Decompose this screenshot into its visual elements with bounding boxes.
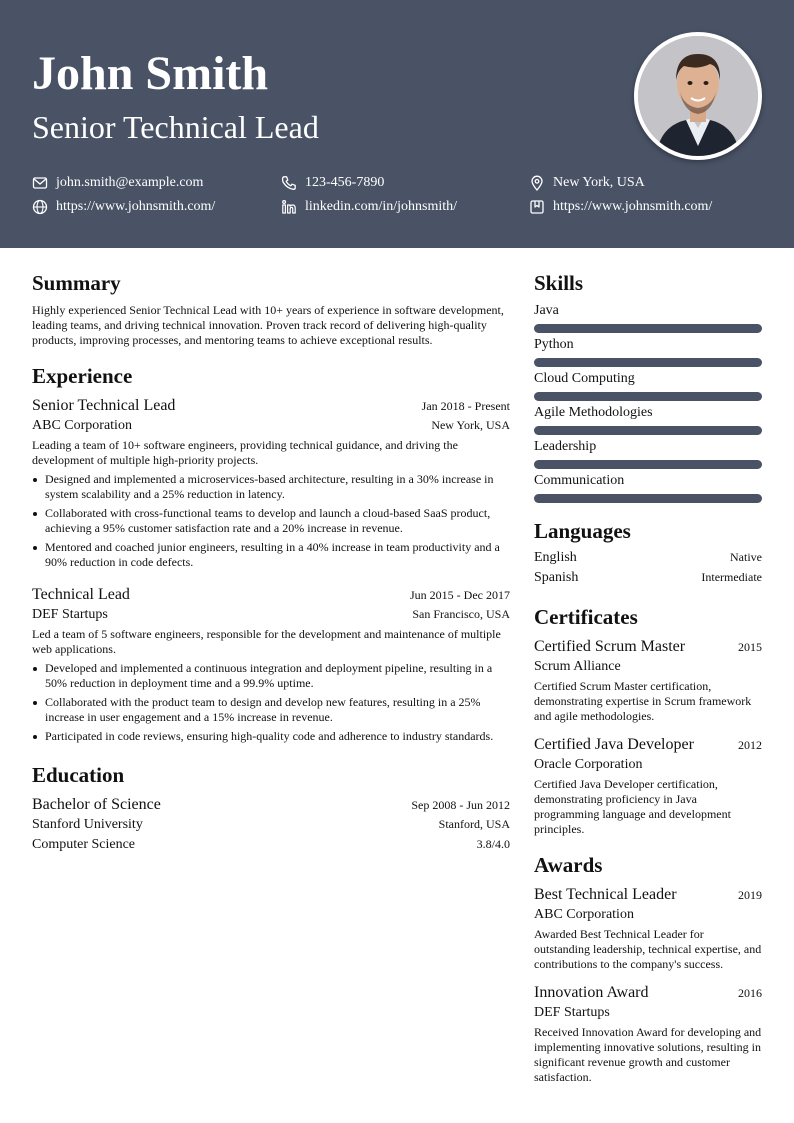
education-gpa: 3.8/4.0	[476, 837, 510, 851]
education-location: Stanford, USA	[438, 817, 510, 831]
award-title: Best Technical Leader	[534, 886, 677, 903]
skill-name: Python	[534, 337, 574, 352]
job-description: Leading a team of 10+ software engineers, providing technical guidance, and driving the development of multiple high-priority projects.	[32, 438, 458, 467]
skill-item	[534, 370, 762, 401]
skill-level-bar	[534, 494, 762, 503]
profile-photo-image	[638, 36, 758, 156]
job-title: Senior Technical Lead	[32, 397, 176, 414]
job-title: Technical Lead	[32, 586, 130, 603]
certificate-year: 2015	[738, 640, 762, 654]
header-banner	[0, 0, 794, 248]
skill-item	[534, 404, 762, 435]
contact-phone-text: 123-456-7890	[305, 175, 385, 190]
candidate-name: John Smith	[32, 47, 269, 100]
experience-section	[32, 363, 510, 744]
certificates-heading: Certificates	[534, 605, 638, 629]
contact-portfolio[interactable]	[529, 196, 712, 218]
skill-item	[534, 302, 762, 333]
certificate-entry	[534, 637, 762, 724]
skill-name: Agile Methodologies	[534, 405, 653, 420]
education-heading: Education	[32, 763, 125, 787]
contact-location	[529, 172, 645, 194]
contact-location-text: New York, USA	[553, 175, 645, 190]
experience-heading: Experience	[32, 364, 133, 388]
skill-name: Java	[534, 303, 559, 318]
job-achievements	[32, 661, 510, 744]
contact-phone[interactable]	[281, 172, 384, 194]
awards-heading: Awards	[534, 853, 603, 877]
skill-level-fill	[534, 358, 762, 367]
skill-name: Communication	[534, 473, 625, 488]
language-name: Spanish	[534, 570, 579, 585]
languages-section	[534, 518, 762, 588]
location-pin-icon	[529, 175, 545, 191]
bookmark-icon	[529, 199, 545, 215]
profile-photo	[634, 32, 762, 160]
language-level: Intermediate	[701, 570, 762, 584]
linkedin-icon	[281, 199, 297, 215]
skill-level-fill	[534, 392, 762, 401]
job-entry	[32, 585, 510, 744]
phone-icon	[281, 175, 297, 191]
skills-heading: Skills	[534, 271, 584, 295]
skill-item	[534, 438, 762, 469]
skill-item	[534, 336, 762, 367]
job-dates: Jun 2015 - Dec 2017	[410, 588, 510, 602]
skill-level-bar	[534, 358, 762, 367]
left-column	[32, 270, 510, 855]
skill-name: Leadership	[534, 439, 597, 454]
certificate-issuer: Scrum Alliance	[534, 659, 621, 674]
contact-email[interactable]	[32, 172, 203, 194]
education-dates: Sep 2008 - Jun 2012	[411, 798, 510, 812]
certificate-description: Certified Scrum Master certification, demonstrating expertise in Scrum framework and agile methodologies.	[534, 679, 752, 723]
contact-email-text: john.smith@example.com	[56, 175, 204, 190]
education-degree: Bachelor of Science	[32, 796, 161, 813]
education-field: Computer Science	[32, 837, 136, 852]
award-entry	[534, 885, 762, 972]
list-item: Mentored and coached junior engineers, resulting in a 40% increase in team productivity and a 90% reduction in code defects.	[32, 540, 510, 570]
language-row	[534, 568, 762, 588]
awards-section	[534, 852, 762, 1085]
language-row	[534, 548, 762, 568]
certificate-title: Certified Scrum Master	[534, 638, 686, 655]
list-item: Participated in code reviews, ensuring high-quality code and adherence to industry standards.	[32, 729, 510, 744]
contact-website-text: https://www.johnsmith.com/	[56, 199, 216, 214]
mail-icon	[32, 175, 48, 191]
award-year: 2019	[738, 888, 762, 902]
right-column	[534, 270, 762, 1085]
skill-level-bar	[534, 426, 762, 435]
skill-level-fill	[534, 426, 762, 435]
job-dates: Jan 2018 - Present	[421, 399, 510, 413]
language-name: English	[534, 550, 577, 565]
contact-portfolio-text: https://www.johnsmith.com/	[553, 199, 713, 214]
certificate-title: Certified Java Developer	[534, 736, 694, 753]
job-location: San Francisco, USA	[412, 607, 510, 621]
list-item: Developed and implemented a continuous integration and deployment pipeline, resulting in a 50% reduction in deployment time and a 99.9% uptime.	[32, 661, 510, 691]
globe-icon	[32, 199, 48, 215]
contact-linkedin[interactable]	[281, 196, 457, 218]
job-entry	[32, 396, 510, 570]
skill-level-bar	[534, 392, 762, 401]
skill-item	[534, 472, 762, 503]
list-item: Designed and implemented a microservices-based architecture, resulting in a 30% increase in system scalability and a 25% reduction in latency.	[32, 472, 510, 502]
contact-linkedin-text: linkedin.com/in/johnsmith/	[305, 199, 458, 214]
certificates-section	[534, 604, 762, 837]
award-title: Innovation Award	[534, 984, 649, 1001]
skill-level-fill	[534, 494, 762, 503]
certificate-issuer: Oracle Corporation	[534, 757, 643, 772]
skill-level-bar	[534, 460, 762, 469]
language-level: Native	[730, 550, 762, 564]
skill-level-fill	[534, 324, 762, 333]
list-item: Collaborated with cross-functional teams to develop and launch a cloud-based SaaS product, achieving a 95% customer satisfaction rate and a 20% increase in revenue.	[32, 506, 510, 536]
certificate-year: 2012	[738, 738, 762, 752]
candidate-title: Senior Technical Lead	[32, 109, 319, 145]
contact-website[interactable]	[32, 196, 215, 218]
job-achievements	[32, 472, 510, 570]
award-entry	[534, 983, 762, 1085]
skills-section	[534, 270, 762, 503]
skills-list	[534, 302, 762, 503]
job-company: ABC Corporation	[32, 418, 132, 433]
certificate-description: Certified Java Developer certification, demonstrating proficiency in Java programming language and development principles.	[534, 777, 731, 836]
education-section	[32, 762, 510, 855]
certificate-entry	[534, 735, 762, 837]
summary-text: Highly experienced Senior Technical Lead with 10+ years of experience in software development, leading teams, and driving technical innovation. Proven track record of delivering high-quality products, improving processes, and mentoring teams to achieve exceptional results.	[32, 303, 504, 347]
award-description: Awarded Best Technical Leader for outstanding leadership, technical expertise, and contributions to the company's success.	[534, 927, 762, 971]
skill-level-fill	[534, 460, 762, 469]
summary-section	[32, 270, 510, 348]
award-issuer: ABC Corporation	[534, 907, 634, 922]
award-description: Received Innovation Award for developing and implementing innovative solutions, resulting in significant revenue growth and customer satisfaction.	[534, 1025, 762, 1084]
skill-level-bar	[534, 324, 762, 333]
job-description: Led a team of 5 software engineers, responsible for the development and maintenance of multiple web applications.	[32, 627, 501, 656]
job-company: DEF Startups	[32, 607, 108, 622]
summary-heading: Summary	[32, 271, 121, 295]
award-year: 2016	[738, 986, 762, 1000]
skill-name: Cloud Computing	[534, 371, 635, 386]
job-location: New York, USA	[431, 418, 510, 432]
award-issuer: DEF Startups	[534, 1005, 610, 1020]
education-school: Stanford University	[32, 817, 143, 832]
languages-heading: Languages	[534, 519, 631, 543]
list-item: Collaborated with the product team to design and develop new features, resulting in a 25% increase in user engagement and a 15% increase in revenue.	[32, 695, 510, 725]
